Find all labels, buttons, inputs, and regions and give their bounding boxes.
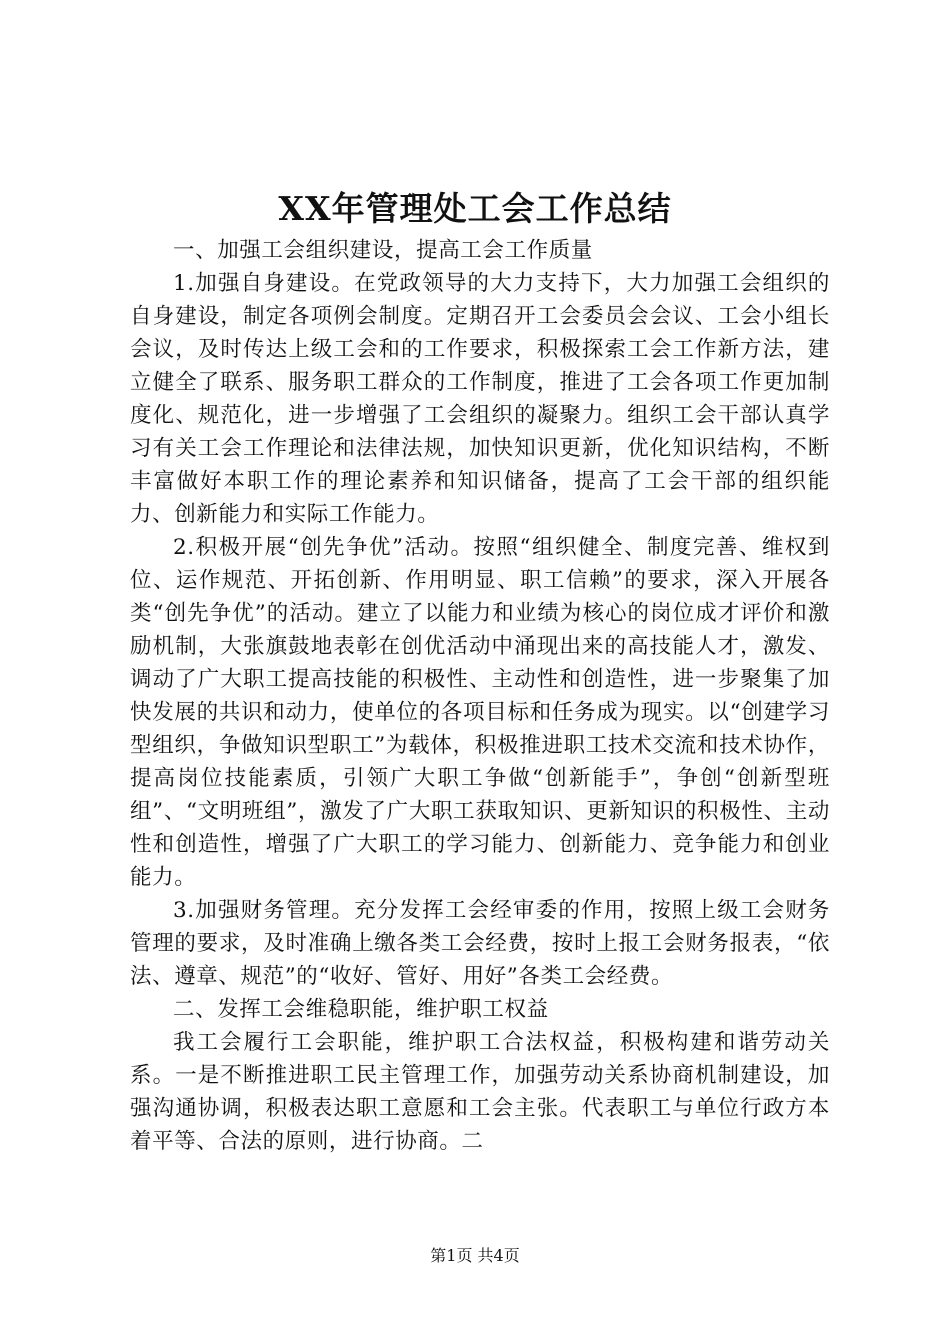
page-footer: 第1页 共4页 xyxy=(430,1246,520,1265)
paragraph-excellence-campaign: 2.积极开展“创先争优”活动。按照“组织健全、制度完善、维权到位、运作规范、开拓创新、作用明显、职工信赖”的要求，深入开展各类“创先争优”的活动。建立了以能力和业绩为核心的岗位成才评价和激励机制，大张旗鼓地表彰在创优活动中涌现出来的高技能人才，激发、调动了广大职工提高技能的积极性、主动性和创造性，进一步聚集了加快发展的共识和动力，使单位的各项目标和任务成为现实。以“创建学习型组织，争做知识型职工”为载体，积极推进职工技术交流和技术协作，提高岗位技能素质，引领广大职工争做“创新能手”，争创“创新型班组”、“文明班组”，激发了广大职工获取知识、更新知识的积极性、主动性和创造性，增强了广大职工的学习能力、创新能力、竞争能力和创业能力。 xyxy=(130,535,830,890)
section-heading-2: 二、发挥工会维稳职能，维护职工权益 xyxy=(173,997,549,1022)
paragraph-financial-management: 3.加强财务管理。充分发挥工会经审委的作用，按照上级工会财务管理的要求，及时准确上缴各类工会经费，按时上报工会财务报表，“依法、遵章、规范”的“收好、管好、用好”各类工会经费。 xyxy=(130,898,830,989)
paragraph-worker-rights: 我工会履行工会职能，维护职工合法权益，积极构建和谐劳动关系。一是不断推进职工民主管理工作，加强劳动关系协商机制建设，加强沟通协调，积极表达职工意愿和工会主张。代表职工与单位行政方本着平等、合法的原则，进行协商。二 xyxy=(130,1030,830,1154)
paragraph-self-building: 1.加强自身建设。在党政领导的大力支持下，大力加强工会组织的自身建设，制定各项例会制度。定期召开工会委员会会议、工会小组长会议，及时传达上级工会和的工作要求，积极探索工会工作新方法，建立健全了联系、服务职工群众的工作制度，推进了工会各项工作更加制度化、规范化，进一步增强了工会组织的凝聚力。组织工会干部认真学习有关工会工作理论和法律法规，加快知识更新，优化知识结构，不断丰富做好本职工作的理论素养和知识储备，提高了工会干部的组织能力、创新能力和实际工作能力。 xyxy=(130,271,830,527)
document-body xyxy=(130,234,830,1158)
section-heading-1: 一、加强工会组织建设，提高工会工作质量 xyxy=(173,238,593,263)
document-title: XX年管理处工会工作总结 xyxy=(278,189,672,228)
